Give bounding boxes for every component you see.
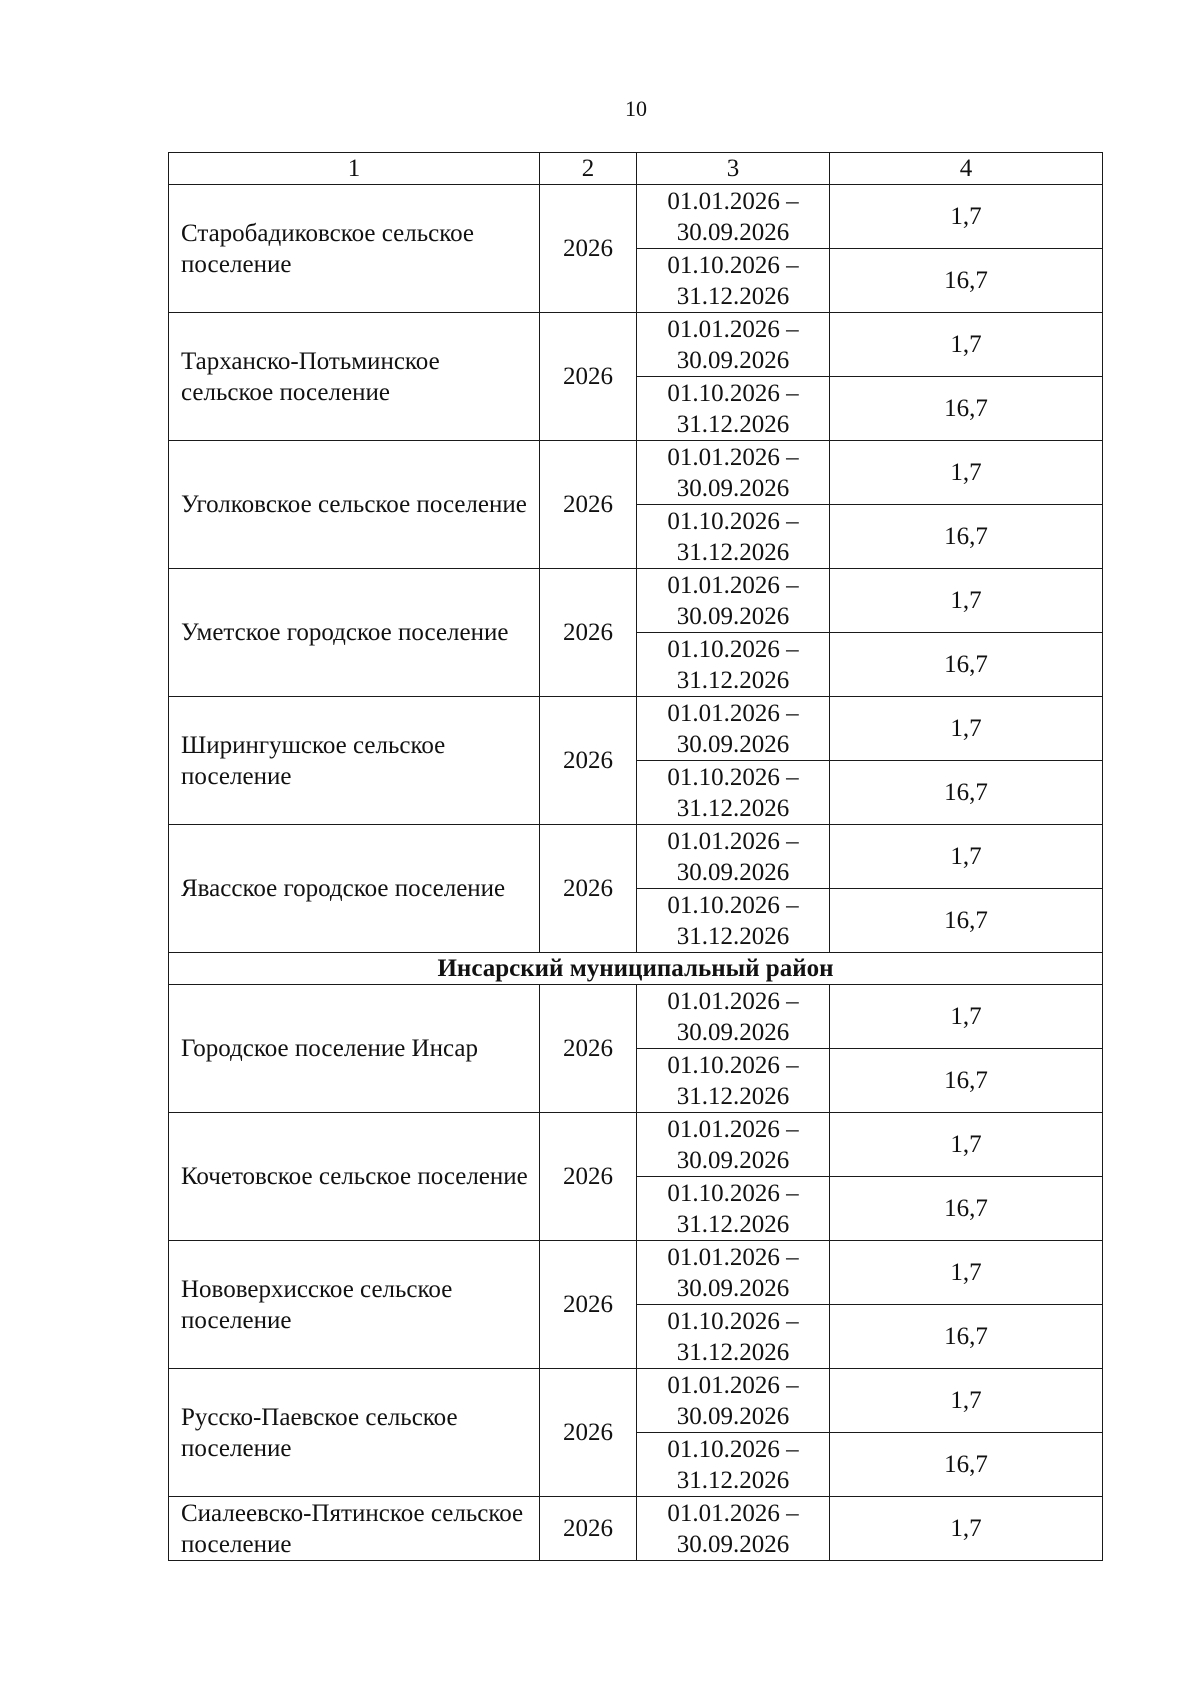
period-cell xyxy=(637,569,830,633)
period-cell xyxy=(637,985,830,1049)
period-cell xyxy=(637,697,830,761)
period-cell xyxy=(637,1305,830,1369)
period-cell xyxy=(637,889,830,953)
year-cell: 2026 xyxy=(540,1497,637,1561)
period-from: 01.01.2026 – xyxy=(667,315,799,343)
settlement-name: Кочетовское сельское поселение xyxy=(169,1113,540,1241)
value-cell: 16,7 xyxy=(830,377,1103,441)
settlement-name: Тарханско-Потьминское сельское поселение xyxy=(169,313,540,441)
value-cell: 1,7 xyxy=(830,313,1103,377)
value-cell: 16,7 xyxy=(830,505,1103,569)
value-cell: 16,7 xyxy=(830,1049,1103,1113)
column-header: 3 xyxy=(637,153,830,185)
value-cell: 16,7 xyxy=(830,1433,1103,1497)
settlement-name: Явасское городское поселение xyxy=(169,825,540,953)
period-from: 01.10.2026 – xyxy=(667,1307,799,1335)
period-from: 01.01.2026 – xyxy=(667,1499,799,1527)
period-to: 31.12.2026 xyxy=(676,410,790,438)
period-to: 30.09.2026 xyxy=(676,346,790,374)
year-cell: 2026 xyxy=(540,985,637,1113)
period-cell xyxy=(637,1369,830,1433)
period-to: 30.09.2026 xyxy=(676,1146,790,1174)
period-from: 01.01.2026 – xyxy=(667,987,799,1015)
period-to: 30.09.2026 xyxy=(676,1530,790,1558)
period-cell xyxy=(637,1241,830,1305)
period-cell xyxy=(637,505,830,569)
settlement-name: Ширингушское сельское поселение xyxy=(169,697,540,825)
period-from: 01.01.2026 – xyxy=(667,699,799,727)
period-to: 31.12.2026 xyxy=(676,1210,790,1238)
year-cell: 2026 xyxy=(540,825,637,953)
column-header: 1 xyxy=(169,153,540,185)
period-cell xyxy=(637,633,830,697)
period-cell xyxy=(637,1049,830,1113)
settlement-name: Уметское городское поселение xyxy=(169,569,540,697)
value-cell: 16,7 xyxy=(830,761,1103,825)
period-to: 30.09.2026 xyxy=(676,1402,790,1430)
value-cell: 1,7 xyxy=(830,1113,1103,1177)
period-to: 30.09.2026 xyxy=(676,1274,790,1302)
period-cell xyxy=(637,1177,830,1241)
period-from: 01.10.2026 – xyxy=(667,507,799,535)
period-from: 01.01.2026 – xyxy=(667,1371,799,1399)
period-from: 01.10.2026 – xyxy=(667,1051,799,1079)
column-number-row xyxy=(169,153,1103,185)
table-row xyxy=(169,569,1103,633)
period-to: 30.09.2026 xyxy=(676,218,790,246)
period-from: 01.01.2026 – xyxy=(667,1243,799,1271)
period-from: 01.10.2026 – xyxy=(667,635,799,663)
period-from: 01.01.2026 – xyxy=(667,571,799,599)
value-cell: 1,7 xyxy=(830,825,1103,889)
period-cell xyxy=(637,377,830,441)
table-row xyxy=(169,697,1103,761)
value-cell: 1,7 xyxy=(830,697,1103,761)
period-from: 01.01.2026 – xyxy=(667,187,799,215)
period-from: 01.10.2026 – xyxy=(667,251,799,279)
period-to: 30.09.2026 xyxy=(676,858,790,886)
value-cell: 16,7 xyxy=(830,1305,1103,1369)
period-cell xyxy=(637,185,830,249)
period-to: 31.12.2026 xyxy=(676,666,790,694)
value-cell: 16,7 xyxy=(830,633,1103,697)
year-cell: 2026 xyxy=(540,1113,637,1241)
column-header: 4 xyxy=(830,153,1103,185)
page-number: 10 xyxy=(625,96,647,121)
year-cell: 2026 xyxy=(540,441,637,569)
period-from: 01.01.2026 – xyxy=(667,827,799,855)
period-to: 30.09.2026 xyxy=(676,602,790,630)
table-row xyxy=(169,185,1103,249)
period-to: 30.09.2026 xyxy=(676,730,790,758)
table-row xyxy=(169,1241,1103,1305)
settlement-name: Старобадиковское сельское поселение xyxy=(169,185,540,313)
table-row xyxy=(169,1369,1103,1433)
year-cell: 2026 xyxy=(540,313,637,441)
period-to: 31.12.2026 xyxy=(676,794,790,822)
settlement-name: Русско-Паевское сельское поселение xyxy=(169,1369,540,1497)
year-cell: 2026 xyxy=(540,1369,637,1497)
table-row xyxy=(169,985,1103,1049)
period-to: 31.12.2026 xyxy=(676,922,790,950)
period-from: 01.10.2026 – xyxy=(667,891,799,919)
settlement-name: Нововерхисское сельское поселение xyxy=(169,1241,540,1369)
table-row xyxy=(169,441,1103,505)
period-cell xyxy=(637,1113,830,1177)
value-cell: 1,7 xyxy=(830,985,1103,1049)
value-cell: 1,7 xyxy=(830,569,1103,633)
value-cell: 1,7 xyxy=(830,1369,1103,1433)
period-from: 01.01.2026 – xyxy=(667,1115,799,1143)
period-cell xyxy=(637,825,830,889)
table-body xyxy=(169,153,1103,1561)
period-cell xyxy=(637,441,830,505)
value-cell: 1,7 xyxy=(830,1241,1103,1305)
value-cell: 16,7 xyxy=(830,1177,1103,1241)
table-row xyxy=(169,1497,1103,1561)
period-from: 01.01.2026 – xyxy=(667,443,799,471)
tariff-table xyxy=(168,152,1103,1561)
table-row xyxy=(169,1113,1103,1177)
district-row xyxy=(169,953,1103,985)
period-cell xyxy=(637,761,830,825)
column-header: 2 xyxy=(540,153,637,185)
value-cell: 1,7 xyxy=(830,441,1103,505)
settlement-name: Городское поселение Инсар xyxy=(169,985,540,1113)
table-row xyxy=(169,825,1103,889)
value-cell: 1,7 xyxy=(830,185,1103,249)
year-cell: 2026 xyxy=(540,697,637,825)
settlement-name: Сиалеевско-Пятинское сельское поселение xyxy=(169,1497,540,1561)
period-from: 01.10.2026 – xyxy=(667,379,799,407)
period-cell xyxy=(637,313,830,377)
period-from: 01.10.2026 – xyxy=(667,1435,799,1463)
period-to: 30.09.2026 xyxy=(676,474,790,502)
year-cell: 2026 xyxy=(540,185,637,313)
period-cell xyxy=(637,1433,830,1497)
period-to: 30.09.2026 xyxy=(676,1018,790,1046)
year-cell: 2026 xyxy=(540,1241,637,1369)
period-from: 01.10.2026 – xyxy=(667,1179,799,1207)
period-from: 01.10.2026 – xyxy=(667,763,799,791)
district-heading: Инсарский муниципальный район xyxy=(169,953,1103,985)
table-row xyxy=(169,313,1103,377)
period-cell xyxy=(637,1497,830,1561)
period-to: 31.12.2026 xyxy=(676,538,790,566)
period-cell xyxy=(637,249,830,313)
settlement-name: Уголковское сельское поселение xyxy=(169,441,540,569)
value-cell: 16,7 xyxy=(830,249,1103,313)
period-to: 31.12.2026 xyxy=(676,1082,790,1110)
period-to: 31.12.2026 xyxy=(676,282,790,310)
period-to: 31.12.2026 xyxy=(676,1466,790,1494)
year-cell: 2026 xyxy=(540,569,637,697)
value-cell: 16,7 xyxy=(830,889,1103,953)
period-to: 31.12.2026 xyxy=(676,1338,790,1366)
value-cell: 1,7 xyxy=(830,1497,1103,1561)
